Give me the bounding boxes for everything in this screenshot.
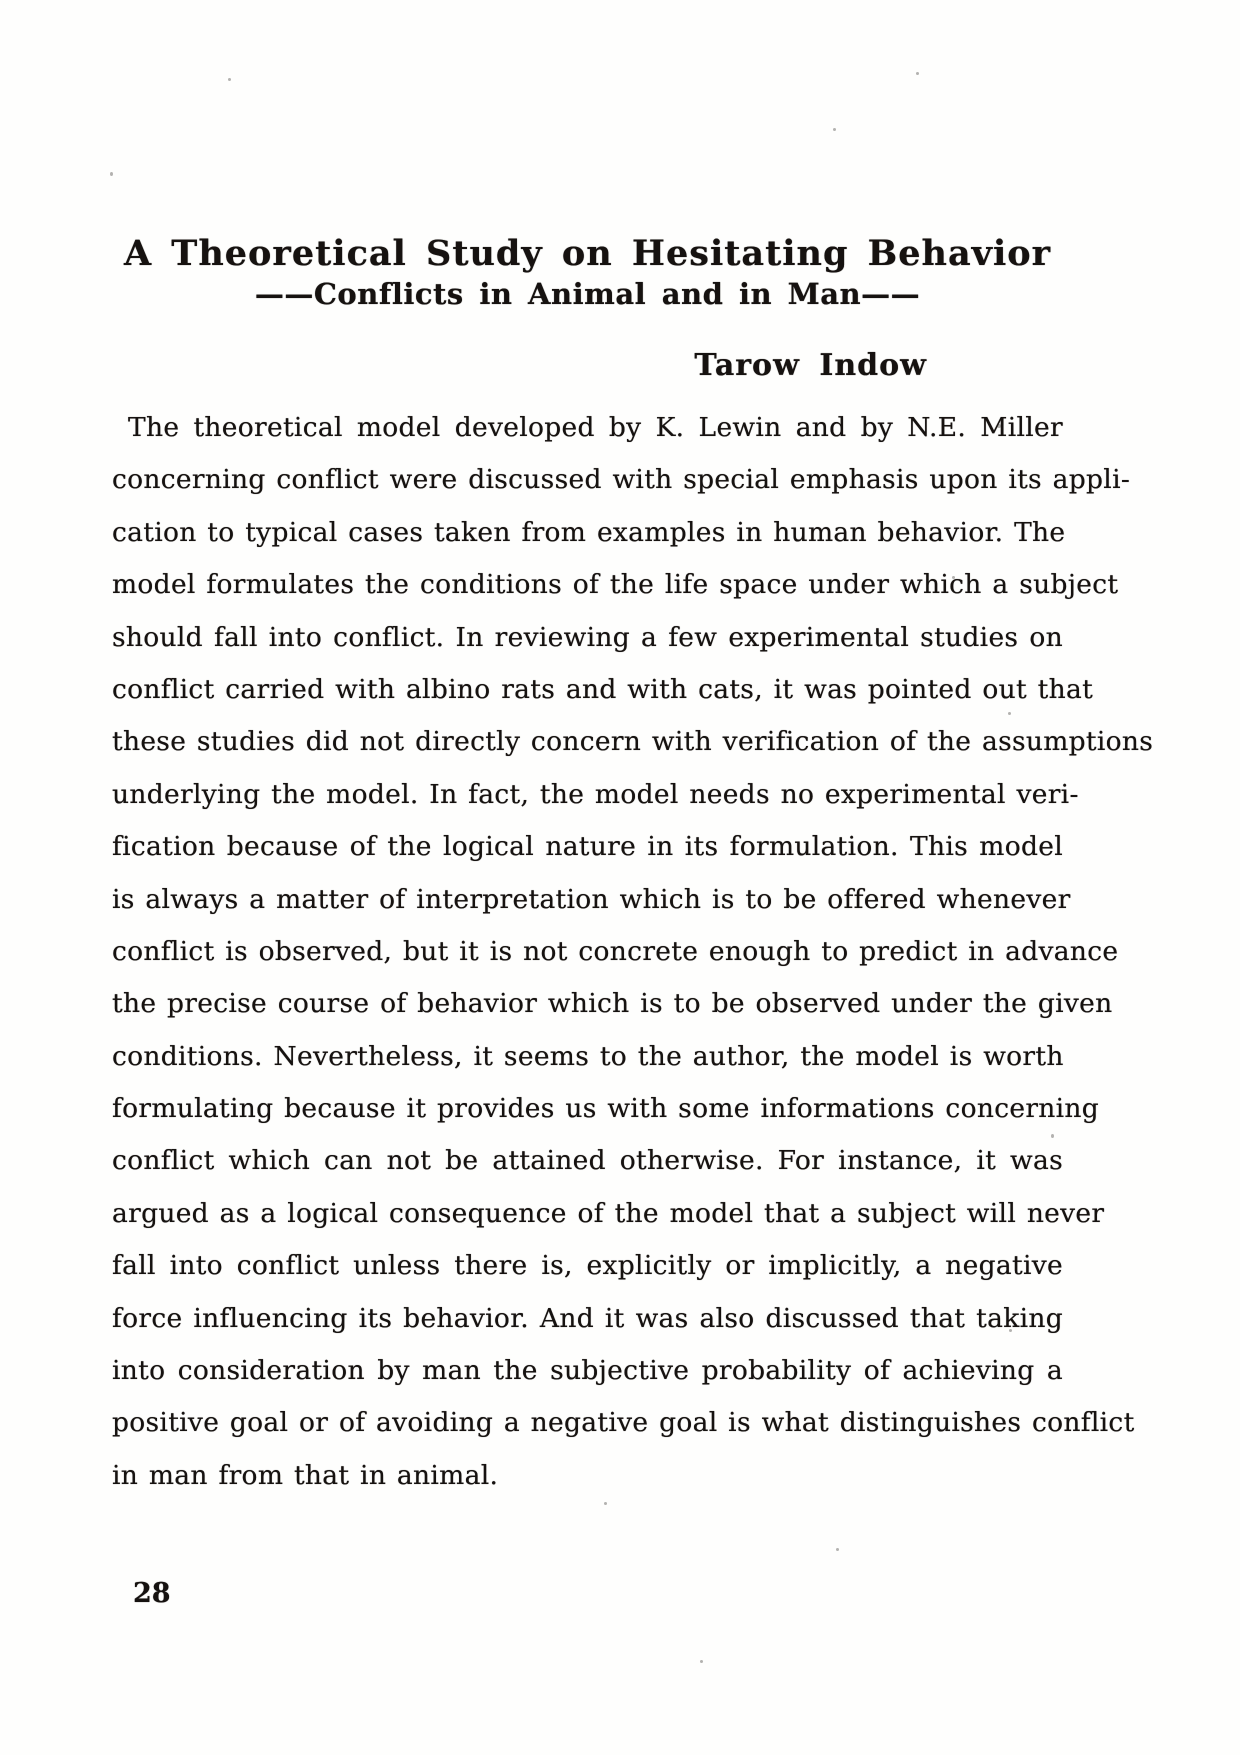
author-name: Tarow Indow — [694, 348, 927, 383]
body-line: cation to typical cases taken from examples in human behavior. The — [112, 516, 1066, 548]
body-line: force influencing its behavior. And it was also discussed that taking — [112, 1302, 1063, 1334]
scan-speck — [836, 1548, 839, 1551]
scan-speck — [1008, 712, 1011, 715]
scan-speck — [1009, 1329, 1012, 1332]
body-line: The theoretical model developed by K. Lewin and by N.E. Miller — [128, 412, 1063, 443]
body-line: should fall into conflict. In reviewing a few experimental studies on — [112, 621, 1063, 653]
scan-speck — [604, 1502, 607, 1505]
body-line: is always a matter of interpretation which is to be offered whenever — [112, 883, 1071, 915]
body-line: concerning conflict were discussed with special emphasis upon its appli- — [112, 464, 1131, 496]
body-line: conditions. Nevertheless, it seems to the author, the model is worth — [112, 1040, 1064, 1072]
body-line: argued as a logical consequence of the model that a subject will never — [112, 1197, 1105, 1229]
scan-speck — [997, 424, 1001, 428]
body-line: formulating because it provides us with some informations concerning — [112, 1093, 1100, 1125]
body-line: conflict carried with albino rats and with cats, it was pointed out that — [112, 673, 1094, 705]
body-line: positive goal or of avoiding a negative goal is what distinguishes conflict — [112, 1407, 1135, 1439]
abstract-paragraph — [112, 402, 1154, 1502]
scan-speck — [110, 172, 113, 176]
paper-title: A Theoretical Study on Hesitating Behavior — [123, 233, 1052, 275]
body-line: in man from that in animal. — [112, 1459, 499, 1491]
body-line: model formulates the conditions of the life space under which a subject — [112, 569, 1119, 601]
body-line: underlying the model. In fact, the model needs no experimental veri- — [112, 778, 1079, 810]
scan-speck — [700, 1660, 703, 1663]
body-line: into consideration by man the subjective probability of achieving a — [112, 1355, 1063, 1387]
body-line: conflict is observed, but it is not concrete enough to predict in advance — [112, 935, 1119, 967]
body-line: fall into conflict unless there is, explicitly or implicitly, a negative — [112, 1250, 1063, 1282]
scan-speck — [1051, 1134, 1054, 1138]
body-line: fication because of the logical nature in its formulation. This model — [112, 831, 1063, 863]
scan-speck — [952, 576, 955, 579]
body-line: conflict which can not be attained otherwise. For instance, it was — [112, 1145, 1063, 1177]
scan-speck — [228, 78, 231, 81]
page-number: 28 — [133, 1578, 171, 1609]
body-line: these studies did not directly concern with verification of the assumptions — [112, 726, 1154, 758]
scan-speck — [833, 128, 836, 131]
paper-subtitle: ——Conflicts in Animal and in Man—— — [254, 277, 921, 311]
scan-speck — [916, 72, 919, 75]
body-line: the precise course of behavior which is to be observed under the given — [112, 988, 1113, 1020]
